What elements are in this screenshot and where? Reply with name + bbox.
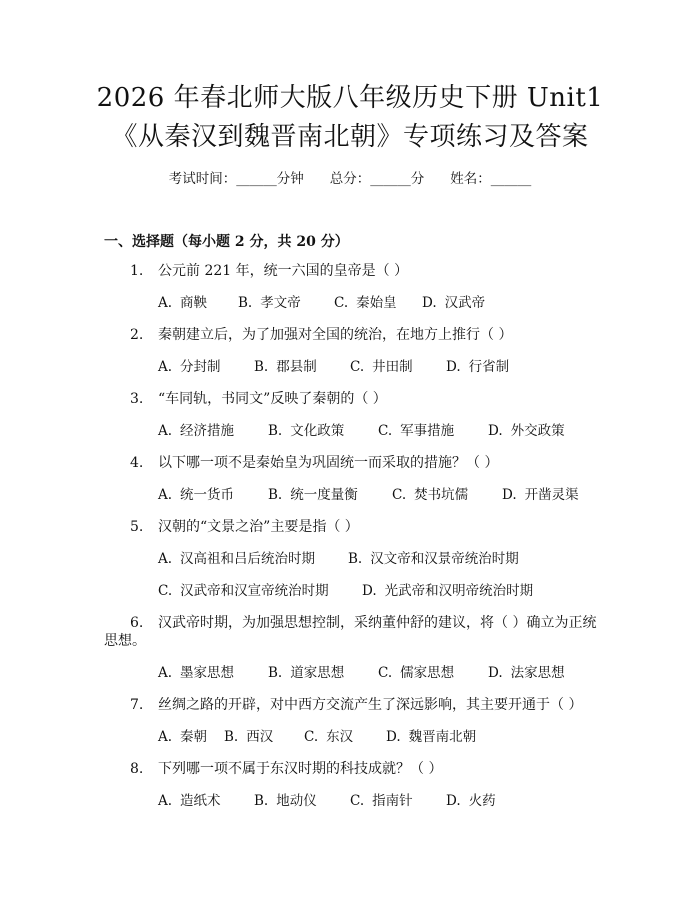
question-6: 6. 汉武帝时期，为加强思想控制，采纳董仲舒的建议，将（ ）确立为正统 [130,615,597,631]
option-b[interactable]: B. 统一度量衡 [268,487,358,503]
question-6-options [158,664,565,682]
option-a[interactable]: A. 秦朝 [158,729,208,745]
option-a[interactable]: A. 墨家思想 [158,665,235,681]
option-c[interactable]: C. 军事措施 [378,423,455,439]
option-a[interactable]: A. 统一货币 [158,487,235,503]
option-b[interactable]: B. 汉文帝和汉景帝统治时期 [348,551,519,567]
option-d[interactable]: D. 光武帝和汉明帝统治时期 [362,583,534,599]
option-c[interactable]: C. 汉武帝和汉宣帝统治时期 [158,583,329,599]
question-8-options [158,792,496,810]
option-d[interactable]: D. 汉武帝 [422,295,486,311]
option-c[interactable]: C. 指南针 [350,793,413,809]
option-b[interactable]: B. 地动仪 [254,793,317,809]
name-field: 姓名：______ [450,171,532,187]
question-7: 7. 丝绸之路的开辟，对中西方交流产生了深远影响，其主要开通于（ ） [130,697,583,713]
question-text: 下列哪一项不属于东汉时期的科技成就？（ ） [158,761,443,777]
question-number: 1. [130,263,144,279]
section-heading: 一、选择题（每小题 2 分，共 20 分） [104,234,349,250]
option-c[interactable]: C. 井田制 [350,359,413,375]
option-a[interactable]: A. 造纸术 [158,793,221,809]
option-d[interactable]: D. 法家思想 [488,665,565,681]
option-a[interactable]: A. 经济措施 [158,423,235,439]
total-score-field: 总分：______分 [329,171,425,187]
option-d[interactable]: D. 外交政策 [488,423,565,439]
question-text: 丝绸之路的开辟，对中西方交流产生了深远影响，其主要开通于（ ） [158,697,583,713]
option-c[interactable]: C. 秦始皇 [334,295,397,311]
question-text: 以下哪一项不是秦始皇为巩固统一而采取的措施？（ ） [158,455,499,471]
question-2: 2. 秦朝建立后，为了加强对全国的统治，在地方上推行（ ） [130,327,513,343]
question-7-options [158,728,476,746]
question-1-options [158,294,485,312]
question-4: 4. 以下哪一项不是秦始皇为巩固统一而采取的措施？（ ） [130,455,499,471]
option-b[interactable]: B. 孝文帝 [238,295,301,311]
question-text: 汉朝的“文景之治”主要是指（ ） [158,519,359,535]
option-d[interactable]: D. 行省制 [446,359,510,375]
page-title-line2: 《从秦汉到魏晋南北朝》专项练习及答案 [111,122,589,152]
exam-time-field: 考试时间：______分钟 [168,171,304,187]
option-d[interactable]: D. 火药 [446,793,496,809]
option-c[interactable]: C. 儒家思想 [378,665,455,681]
question-text: 秦朝建立后，为了加强对全国的统治，在地方上推行（ ） [158,327,513,343]
question-3: 3. “车同轨，书同文”反映了秦朝的（ ） [130,391,387,407]
question-4-options [158,486,579,504]
question-6-continuation: 思想。 [104,633,146,649]
question-text: 公元前 221 年，统一六国的皇帝是（ ） [158,263,409,279]
question-2-options [158,358,509,376]
option-b[interactable]: B. 西汉 [224,729,274,745]
option-a[interactable]: A. 商鞅 [158,295,208,311]
option-a[interactable]: A. 分封制 [158,359,221,375]
option-d[interactable]: D. 魏晋南北朝 [386,729,477,745]
question-5-options-row1 [158,550,519,568]
option-b[interactable]: B. 郡县制 [254,359,317,375]
question-text: 汉武帝时期，为加强思想控制，采纳董仲舒的建议，将（ ）确立为正统 [158,615,597,631]
question-1 [130,262,408,280]
option-d[interactable]: D. 开凿灵渠 [502,487,579,503]
question-text: “车同轨，书同文”反映了秦朝的（ ） [158,391,387,407]
option-c[interactable]: C. 东汉 [304,729,354,745]
question-8: 8. 下列哪一项不属于东汉时期的科技成就？（ ） [130,761,443,777]
exam-meta [0,170,700,188]
option-c[interactable]: C. 焚书坑儒 [392,487,469,503]
question-5-options-row2 [158,582,533,600]
page-title-line1: 2026 年春北师大版八年级历史下册 Unit1 [96,83,604,113]
option-a[interactable]: A. 汉高祖和吕后统治时期 [158,551,316,567]
option-b[interactable]: B. 文化政策 [268,423,345,439]
option-b[interactable]: B. 道家思想 [268,665,345,681]
question-3-options [158,422,565,440]
question-5: 5. 汉朝的“文景之治”主要是指（ ） [130,519,359,535]
